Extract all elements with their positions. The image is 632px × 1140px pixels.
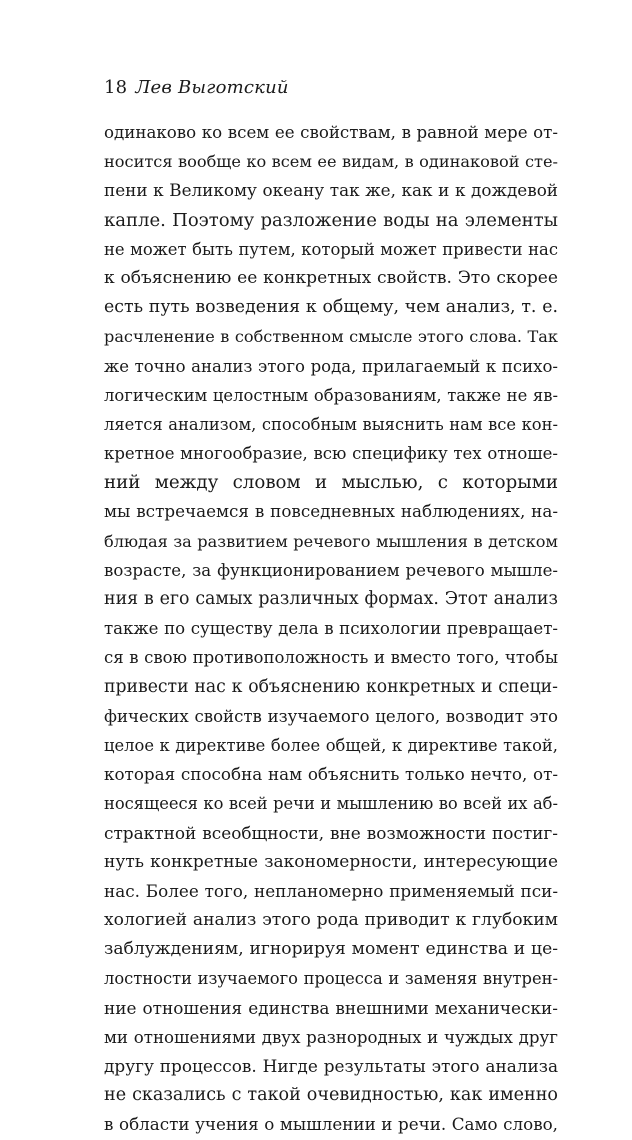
text-line: капле. Поэтому разложение воды на элементы bbox=[104, 209, 558, 231]
text-line: ния в его самых различных формах. Этот анализ bbox=[104, 589, 558, 609]
text-line: другу процессов. Нигде результаты этого анализа bbox=[104, 1056, 558, 1076]
text-line: ний между словом и мыслью, с которыми bbox=[104, 472, 558, 494]
text-line: нуть конкретные закономерности, интересующие bbox=[104, 851, 558, 872]
text-line: расчленение в собственном смысле этого слова. Так bbox=[104, 327, 558, 347]
page-number: 18 bbox=[104, 77, 128, 98]
running-header bbox=[104, 76, 289, 100]
text-line: хологией анализ этого рода приводит к глубоким bbox=[104, 910, 558, 931]
text-line: носящееся ко всей речи и мышлению во всей их аб- bbox=[104, 794, 558, 814]
text-line: есть путь возведения к общему, чем анализ, т. е. bbox=[104, 297, 558, 318]
text-line: блюдая за развитием речевого мышления в детском bbox=[104, 531, 558, 551]
text-line: логическим целостным образованиям, также не яв- bbox=[104, 385, 558, 405]
text-line: не сказались с такой очевидностью, как именно bbox=[104, 1085, 558, 1106]
body-text bbox=[104, 118, 558, 1140]
text-line: не может быть путем, который может привести нас bbox=[104, 239, 558, 259]
text-line: кретное многообразие, всю специфику тех отноше- bbox=[104, 444, 558, 464]
text-line: фических свойств изучаемого целого, возводит это bbox=[104, 706, 558, 726]
text-line: лостности изучаемого процесса и заменяя внутрен- bbox=[104, 969, 558, 989]
text-line: носится вообще ко всем ее видам, в одинаковой сте- bbox=[104, 152, 558, 172]
text-line: ся в свою противоположность и вместо того, чтобы bbox=[104, 648, 558, 668]
text-line: привести нас к объяснению конкретных и специ- bbox=[104, 676, 558, 697]
text-line: также по существу дела в психологии превращает- bbox=[104, 619, 558, 639]
text-line: одинаково ко всем ее свойствам, в равной мере от- bbox=[104, 123, 558, 142]
text-line: нас. Более того, непланомерно применяемый пси- bbox=[104, 880, 558, 901]
text-line: ляется анализом, способным выяснить нам все кон- bbox=[104, 414, 558, 434]
text-line: целое к директиве более общей, к директиве такой, bbox=[104, 735, 558, 755]
text-line: которая способна нам объяснить только нечто, от- bbox=[104, 764, 558, 785]
text-line: возрасте, за функционированием речевого мышле- bbox=[104, 560, 558, 580]
text-line: страктной всеобщности, вне возможности постиг- bbox=[104, 822, 558, 843]
text-line: заблуждениям, игнорируя момент единства и це- bbox=[104, 939, 558, 960]
text-line: в области учения о мышлении и речи. Само слово, bbox=[104, 1114, 558, 1135]
text-line: ние отношения единства внешними механически- bbox=[104, 997, 558, 1018]
text-line: к объяснению ее конкретных свойств. Это скорее bbox=[104, 267, 558, 288]
text-line: пени к Великому океану так же, как и к дождевой bbox=[104, 180, 558, 201]
text-line: же точно анализ этого рода, прилагаемый к психо- bbox=[104, 356, 558, 376]
text-line: ми отношениями двух разнородных и чуждых друг bbox=[104, 1027, 558, 1047]
text-line: мы встречаемся в повседневных наблюдениях, на- bbox=[104, 501, 558, 522]
author-name: Лев Выготский bbox=[135, 77, 289, 98]
